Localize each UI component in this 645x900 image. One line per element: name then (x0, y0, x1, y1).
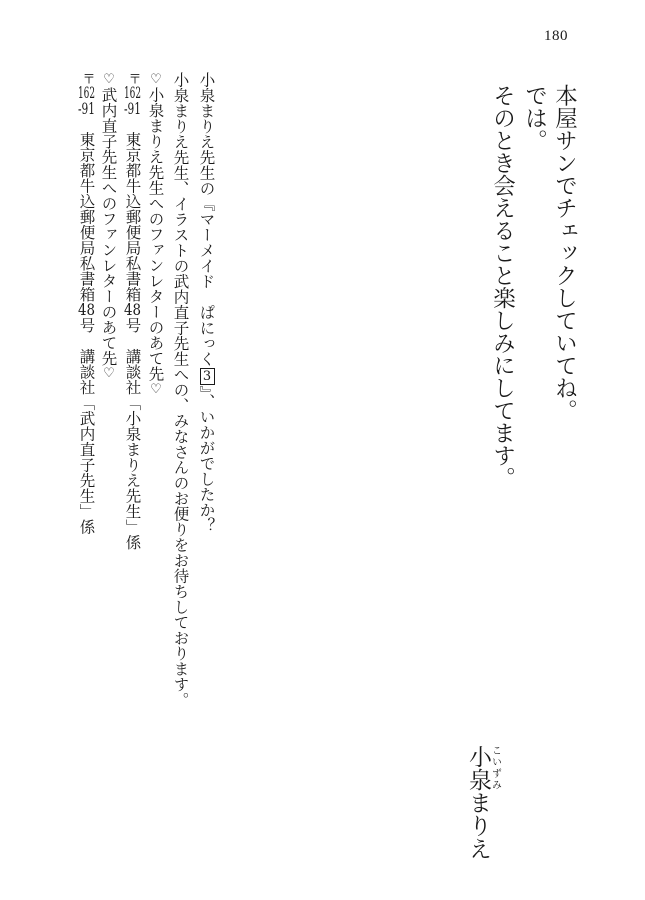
fan-letter-heading-illustrator (100, 72, 116, 381)
author-signature (466, 745, 500, 860)
fan-letter-heading-author (147, 72, 163, 397)
main-text-line-2: では。 (521, 84, 548, 152)
author-given-name: まりえ (465, 791, 491, 860)
note-text: 』、いかがでしたか？ (197, 385, 216, 533)
zip-code-part: -91 (123, 100, 142, 116)
heart-icon: ♡ (148, 381, 164, 397)
zip-code-part: 162 (123, 85, 142, 101)
page-number: 180 (544, 28, 568, 44)
note-text: 武内直子先生へのファンレターのあて先 (99, 87, 118, 366)
zip-code-part: 162 (77, 85, 96, 101)
afterword-note-line-1 (198, 72, 215, 533)
po-box-number: 48 (123, 302, 142, 318)
address-text: 号 講談社「武内直子先生」係 (77, 317, 96, 535)
heart-icon: ♡ (101, 72, 117, 87)
afterword-note-line-2: 小泉まりえ先生、イラストの武内直子先生への、みなさんのお便りをお待ちしております。 (171, 72, 190, 708)
author-surname: 小泉こいずみ (465, 745, 501, 791)
note-text: 小泉まりえ先生の『マーメイド ぱにっく (197, 72, 216, 367)
author-furigana: こいずみ (489, 745, 501, 791)
volume-number-box: 3 (200, 368, 215, 385)
fan-letter-address-illustrator (78, 72, 94, 535)
address-text: 東京都牛込郵便局私書箱 (77, 116, 96, 302)
note-text: 小泉まりえ先生へのファンレターのあて先 (146, 87, 165, 382)
postal-mark-icon: 〒 (79, 72, 95, 85)
main-text-line-3: そのとき会えること楽しみにしてます。 (489, 84, 516, 489)
heart-icon: ♡ (148, 72, 164, 87)
po-box-number: 48 (77, 302, 96, 318)
zip-code-part: -91 (77, 100, 96, 116)
heart-icon: ♡ (101, 366, 117, 381)
postal-mark-icon: 〒 (125, 72, 141, 85)
main-text-line-1: 本屋サンでチェックしていてね。 (551, 84, 578, 422)
fan-letter-address-author (124, 72, 140, 550)
address-text: 東京都牛込郵便局私書箱 (123, 116, 142, 302)
address-text: 号 講談社「小泉まりえ先生」係 (123, 317, 142, 550)
